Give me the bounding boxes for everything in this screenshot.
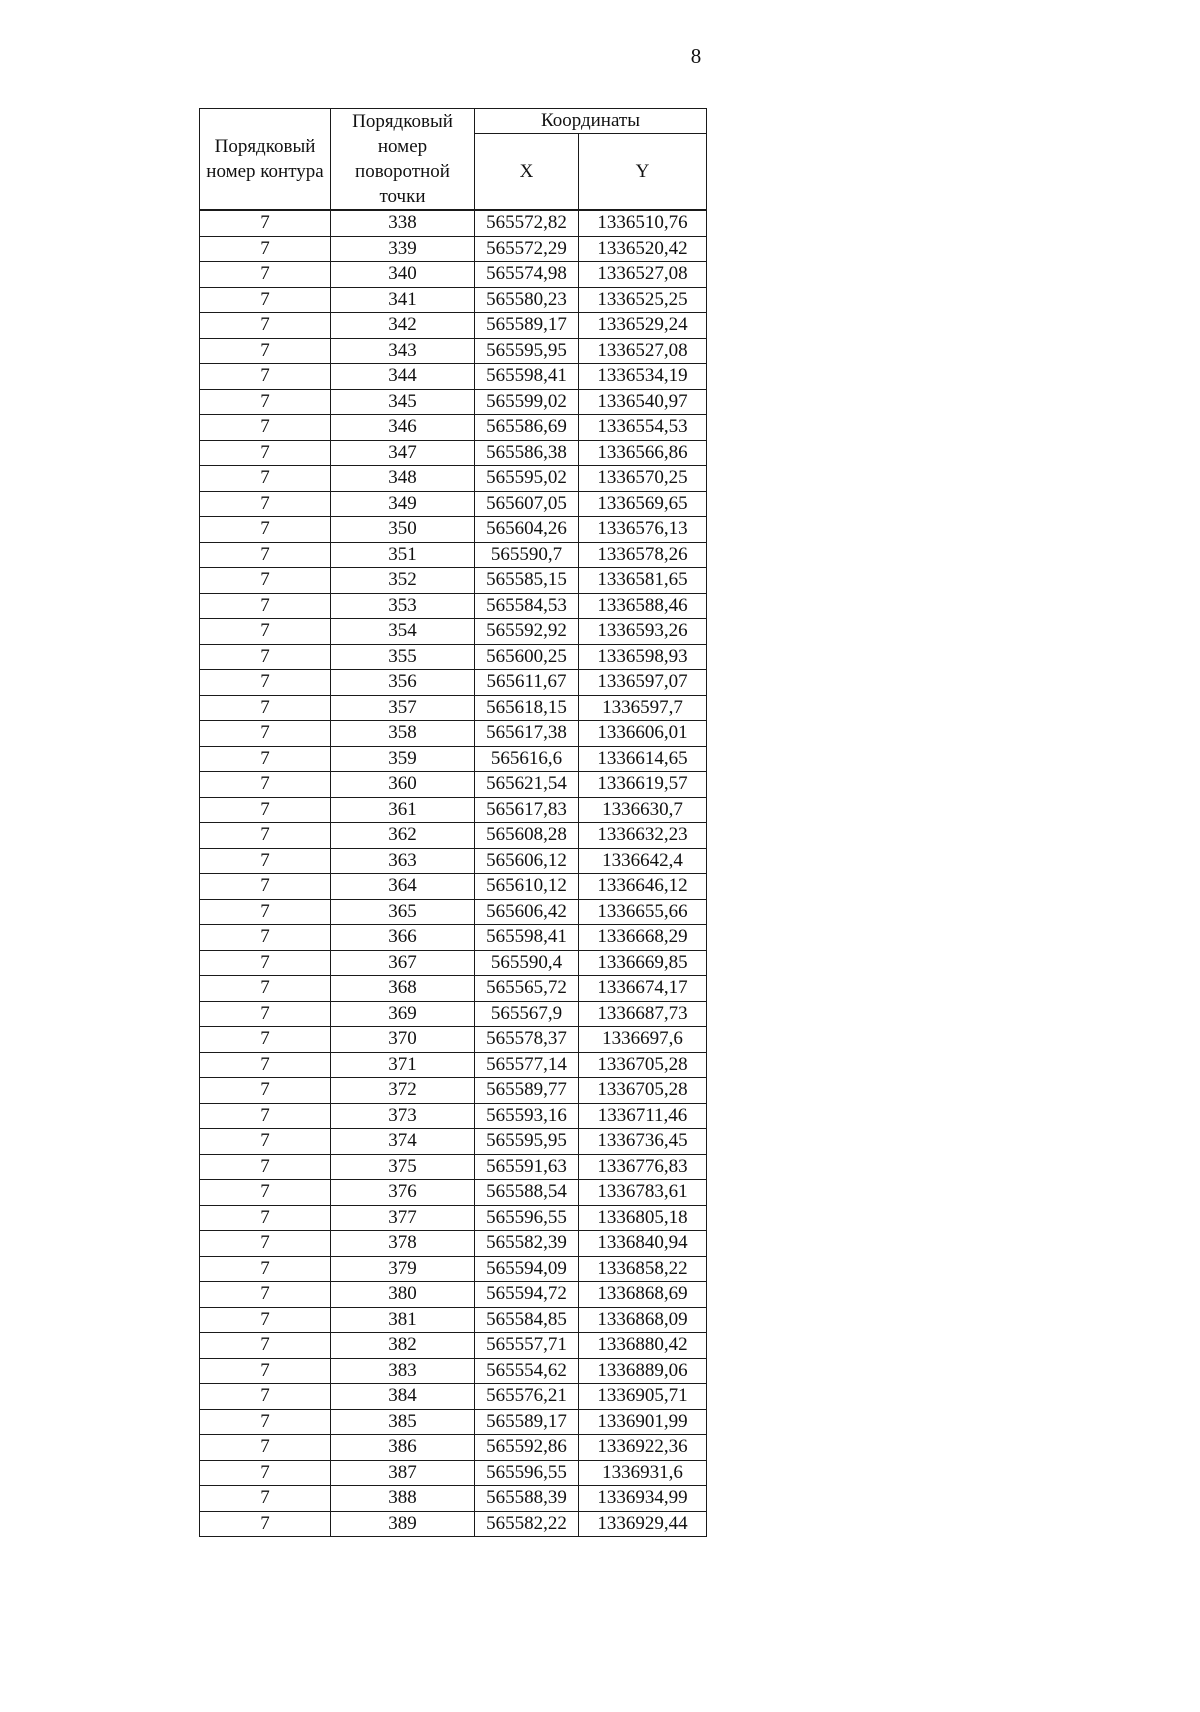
contour-number-cell: 7 [200,695,331,721]
y-coordinate-cell: 1336569,65 [579,491,707,517]
x-coordinate-cell: 565617,83 [475,797,579,823]
y-coordinate-cell: 1336805,18 [579,1205,707,1231]
point-number-cell: 381 [331,1307,475,1333]
contour-number-cell: 7 [200,1511,331,1537]
table-row [200,1103,707,1129]
x-coordinate-cell: 565572,82 [475,210,579,236]
point-number-cell: 358 [331,721,475,747]
contour-number-cell: 7 [200,1384,331,1410]
point-number-cell: 371 [331,1052,475,1078]
x-coordinate-cell: 565586,69 [475,415,579,441]
contour-number-cell: 7 [200,568,331,594]
x-coordinate-cell: 565577,14 [475,1052,579,1078]
y-coordinate-cell: 1336597,7 [579,695,707,721]
x-coordinate-cell: 565589,17 [475,1409,579,1435]
y-coordinate-cell: 1336668,29 [579,925,707,951]
point-number-cell: 369 [331,1001,475,1027]
x-coordinate-cell: 565565,72 [475,976,579,1002]
table-row [200,848,707,874]
y-coordinate-cell: 1336905,71 [579,1384,707,1410]
table-row [200,287,707,313]
y-coordinate-cell: 1336642,4 [579,848,707,874]
contour-number-cell: 7 [200,848,331,874]
x-coordinate-cell: 565576,21 [475,1384,579,1410]
contour-number-cell: 7 [200,593,331,619]
contour-number-cell: 7 [200,389,331,415]
table-row [200,746,707,772]
point-number-cell: 352 [331,568,475,594]
contour-number-cell: 7 [200,1205,331,1231]
x-coordinate-cell: 565592,86 [475,1435,579,1461]
x-coordinate-cell: 565598,41 [475,925,579,951]
contour-number-cell: 7 [200,262,331,288]
table-row [200,1307,707,1333]
point-number-cell: 383 [331,1358,475,1384]
point-number-cell: 356 [331,670,475,696]
point-number-cell: 365 [331,899,475,925]
contour-number-cell: 7 [200,874,331,900]
y-coordinate-cell: 1336566,86 [579,440,707,466]
table-row [200,1205,707,1231]
table-row [200,568,707,594]
point-number-cell: 373 [331,1103,475,1129]
contour-number-cell: 7 [200,1078,331,1104]
point-number-cell: 342 [331,313,475,339]
contour-number-cell: 7 [200,772,331,798]
x-coordinate-cell: 565596,55 [475,1205,579,1231]
contour-number-cell: 7 [200,1409,331,1435]
x-coordinate-cell: 565596,55 [475,1460,579,1486]
y-coordinate-cell: 1336858,22 [579,1256,707,1282]
point-number-cell: 377 [331,1205,475,1231]
y-coordinate-cell: 1336598,93 [579,644,707,670]
table-row [200,1231,707,1257]
contour-number-cell: 7 [200,746,331,772]
x-coordinate-cell: 565589,17 [475,313,579,339]
contour-number-cell: 7 [200,1129,331,1155]
point-number-cell: 372 [331,1078,475,1104]
x-coordinate-cell: 565584,85 [475,1307,579,1333]
point-number-cell: 354 [331,619,475,645]
x-coordinate-cell: 565611,67 [475,670,579,696]
contour-number-cell: 7 [200,338,331,364]
y-coordinate-cell: 1336697,6 [579,1027,707,1053]
point-number-cell: 387 [331,1460,475,1486]
x-coordinate-cell: 565591,63 [475,1154,579,1180]
point-number-cell: 382 [331,1333,475,1359]
page-number: 8 [690,44,702,68]
table-row [200,925,707,951]
table-row [200,1027,707,1053]
coordinates-table [199,108,707,1537]
point-number-cell: 366 [331,925,475,951]
point-number-cell: 346 [331,415,475,441]
contour-number-cell: 7 [200,236,331,262]
contour-number-cell: 7 [200,1103,331,1129]
x-coordinate-cell: 565580,23 [475,287,579,313]
y-coordinate-cell: 1336540,97 [579,389,707,415]
point-number-cell: 362 [331,823,475,849]
table-row [200,517,707,543]
table-row [200,976,707,1002]
table-row [200,1129,707,1155]
x-coordinate-cell: 565599,02 [475,389,579,415]
table-row [200,772,707,798]
contour-number-cell: 7 [200,1307,331,1333]
table-row [200,1358,707,1384]
contour-number-cell: 7 [200,210,331,236]
point-number-cell: 340 [331,262,475,288]
contour-number-cell: 7 [200,1001,331,1027]
x-coordinate-cell: 565593,16 [475,1103,579,1129]
y-coordinate-cell: 1336606,01 [579,721,707,747]
contour-number-cell: 7 [200,517,331,543]
point-number-cell: 374 [331,1129,475,1155]
contour-number-cell: 7 [200,823,331,849]
header-y: Y [579,134,707,211]
contour-number-cell: 7 [200,1358,331,1384]
contour-number-cell: 7 [200,1027,331,1053]
y-coordinate-cell: 1336674,17 [579,976,707,1002]
point-number-cell: 370 [331,1027,475,1053]
y-coordinate-cell: 1336554,53 [579,415,707,441]
contour-number-cell: 7 [200,466,331,492]
y-coordinate-cell: 1336840,94 [579,1231,707,1257]
table-row [200,1333,707,1359]
table-row [200,338,707,364]
y-coordinate-cell: 1336619,57 [579,772,707,798]
table-row [200,542,707,568]
table-row [200,721,707,747]
y-coordinate-cell: 1336614,65 [579,746,707,772]
x-coordinate-cell: 565590,4 [475,950,579,976]
table-row [200,1180,707,1206]
table-row [200,1486,707,1512]
contour-number-cell: 7 [200,899,331,925]
contour-number-cell: 7 [200,1231,331,1257]
y-coordinate-cell: 1336889,06 [579,1358,707,1384]
header-contour-number: Порядковый номер контура [200,109,331,211]
contour-number-cell: 7 [200,1154,331,1180]
y-coordinate-cell: 1336570,25 [579,466,707,492]
contour-number-cell: 7 [200,1180,331,1206]
table-row [200,389,707,415]
contour-number-cell: 7 [200,542,331,568]
y-coordinate-cell: 1336520,42 [579,236,707,262]
y-coordinate-cell: 1336880,42 [579,1333,707,1359]
table-row [200,1511,707,1537]
point-number-cell: 389 [331,1511,475,1537]
y-coordinate-cell: 1336711,46 [579,1103,707,1129]
y-coordinate-cell: 1336527,08 [579,338,707,364]
x-coordinate-cell: 565557,71 [475,1333,579,1359]
y-coordinate-cell: 1336597,07 [579,670,707,696]
table-row [200,593,707,619]
table-row [200,364,707,390]
x-coordinate-cell: 565589,77 [475,1078,579,1104]
point-number-cell: 360 [331,772,475,798]
y-coordinate-cell: 1336922,36 [579,1435,707,1461]
y-coordinate-cell: 1336630,7 [579,797,707,823]
point-number-cell: 388 [331,1486,475,1512]
table-header [200,109,707,211]
x-coordinate-cell: 565588,54 [475,1180,579,1206]
table-row [200,1256,707,1282]
point-number-cell: 341 [331,287,475,313]
y-coordinate-cell: 1336632,23 [579,823,707,849]
table-row [200,1435,707,1461]
table-row [200,695,707,721]
contour-number-cell: 7 [200,644,331,670]
y-coordinate-cell: 1336934,99 [579,1486,707,1512]
y-coordinate-cell: 1336705,28 [579,1052,707,1078]
x-coordinate-cell: 565616,6 [475,746,579,772]
contour-number-cell: 7 [200,670,331,696]
contour-number-cell: 7 [200,1282,331,1308]
contour-number-cell: 7 [200,415,331,441]
point-number-cell: 351 [331,542,475,568]
y-coordinate-cell: 1336669,85 [579,950,707,976]
table-row [200,313,707,339]
contour-number-cell: 7 [200,1052,331,1078]
y-coordinate-cell: 1336588,46 [579,593,707,619]
x-coordinate-cell: 565610,12 [475,874,579,900]
contour-number-cell: 7 [200,491,331,517]
y-coordinate-cell: 1336783,61 [579,1180,707,1206]
point-number-cell: 348 [331,466,475,492]
contour-number-cell: 7 [200,1460,331,1486]
header-point-number: Порядковый номер поворотной точки [331,109,475,211]
table-row [200,797,707,823]
y-coordinate-cell: 1336901,99 [579,1409,707,1435]
table-row [200,440,707,466]
contour-number-cell: 7 [200,976,331,1002]
y-coordinate-cell: 1336931,6 [579,1460,707,1486]
table-row [200,1052,707,1078]
point-number-cell: 345 [331,389,475,415]
table-body [200,210,707,1537]
x-coordinate-cell: 565585,15 [475,568,579,594]
table-row [200,1001,707,1027]
x-coordinate-cell: 565598,41 [475,364,579,390]
x-coordinate-cell: 565595,95 [475,1129,579,1155]
y-coordinate-cell: 1336578,26 [579,542,707,568]
header-coordinates: Координаты [475,109,707,134]
table-row [200,1384,707,1410]
y-coordinate-cell: 1336736,45 [579,1129,707,1155]
y-coordinate-cell: 1336776,83 [579,1154,707,1180]
point-number-cell: 361 [331,797,475,823]
contour-number-cell: 7 [200,1256,331,1282]
point-number-cell: 338 [331,210,475,236]
point-number-cell: 386 [331,1435,475,1461]
x-coordinate-cell: 565607,05 [475,491,579,517]
x-coordinate-cell: 565600,25 [475,644,579,670]
table-row [200,415,707,441]
x-coordinate-cell: 565617,38 [475,721,579,747]
y-coordinate-cell: 1336705,28 [579,1078,707,1104]
contour-number-cell: 7 [200,1435,331,1461]
point-number-cell: 379 [331,1256,475,1282]
table-row [200,619,707,645]
contour-number-cell: 7 [200,313,331,339]
contour-number-cell: 7 [200,619,331,645]
x-coordinate-cell: 565578,37 [475,1027,579,1053]
y-coordinate-cell: 1336534,19 [579,364,707,390]
point-number-cell: 359 [331,746,475,772]
table-row [200,950,707,976]
point-number-cell: 344 [331,364,475,390]
point-number-cell: 364 [331,874,475,900]
point-number-cell: 368 [331,976,475,1002]
table-row [200,466,707,492]
x-coordinate-cell: 565606,12 [475,848,579,874]
point-number-cell: 385 [331,1409,475,1435]
table-row [200,491,707,517]
point-number-cell: 350 [331,517,475,543]
point-number-cell: 353 [331,593,475,619]
point-number-cell: 357 [331,695,475,721]
point-number-cell: 384 [331,1384,475,1410]
x-coordinate-cell: 565582,39 [475,1231,579,1257]
table-row [200,644,707,670]
table-row [200,874,707,900]
table-row [200,1460,707,1486]
x-coordinate-cell: 565618,15 [475,695,579,721]
y-coordinate-cell: 1336581,65 [579,568,707,594]
x-coordinate-cell: 565621,54 [475,772,579,798]
table-row [200,210,707,236]
x-coordinate-cell: 565586,38 [475,440,579,466]
y-coordinate-cell: 1336646,12 [579,874,707,900]
point-number-cell: 380 [331,1282,475,1308]
point-number-cell: 349 [331,491,475,517]
y-coordinate-cell: 1336655,66 [579,899,707,925]
contour-number-cell: 7 [200,950,331,976]
x-coordinate-cell: 565554,62 [475,1358,579,1384]
x-coordinate-cell: 565595,02 [475,466,579,492]
point-number-cell: 367 [331,950,475,976]
table-row [200,899,707,925]
y-coordinate-cell: 1336593,26 [579,619,707,645]
contour-number-cell: 7 [200,364,331,390]
y-coordinate-cell: 1336529,24 [579,313,707,339]
table-row [200,262,707,288]
x-coordinate-cell: 565608,28 [475,823,579,849]
y-coordinate-cell: 1336525,25 [579,287,707,313]
x-coordinate-cell: 565574,98 [475,262,579,288]
table-row [200,1154,707,1180]
point-number-cell: 375 [331,1154,475,1180]
contour-number-cell: 7 [200,925,331,951]
x-coordinate-cell: 565567,9 [475,1001,579,1027]
y-coordinate-cell: 1336576,13 [579,517,707,543]
point-number-cell: 339 [331,236,475,262]
contour-number-cell: 7 [200,721,331,747]
contour-number-cell: 7 [200,797,331,823]
x-coordinate-cell: 565582,22 [475,1511,579,1537]
y-coordinate-cell: 1336929,44 [579,1511,707,1537]
point-number-cell: 378 [331,1231,475,1257]
header-x: X [475,134,579,211]
x-coordinate-cell: 565606,42 [475,899,579,925]
x-coordinate-cell: 565595,95 [475,338,579,364]
table-row [200,823,707,849]
contour-number-cell: 7 [200,1333,331,1359]
table-row [200,670,707,696]
x-coordinate-cell: 565594,09 [475,1256,579,1282]
table-row [200,1409,707,1435]
point-number-cell: 347 [331,440,475,466]
x-coordinate-cell: 565592,92 [475,619,579,645]
y-coordinate-cell: 1336510,76 [579,210,707,236]
point-number-cell: 376 [331,1180,475,1206]
point-number-cell: 363 [331,848,475,874]
x-coordinate-cell: 565604,26 [475,517,579,543]
x-coordinate-cell: 565590,7 [475,542,579,568]
contour-number-cell: 7 [200,440,331,466]
y-coordinate-cell: 1336868,09 [579,1307,707,1333]
y-coordinate-cell: 1336527,08 [579,262,707,288]
contour-number-cell: 7 [200,1486,331,1512]
x-coordinate-cell: 565584,53 [475,593,579,619]
contour-number-cell: 7 [200,287,331,313]
x-coordinate-cell: 565572,29 [475,236,579,262]
point-number-cell: 343 [331,338,475,364]
x-coordinate-cell: 565588,39 [475,1486,579,1512]
y-coordinate-cell: 1336687,73 [579,1001,707,1027]
table-row [200,1078,707,1104]
point-number-cell: 355 [331,644,475,670]
table-row [200,236,707,262]
x-coordinate-cell: 565594,72 [475,1282,579,1308]
table-row [200,1282,707,1308]
y-coordinate-cell: 1336868,69 [579,1282,707,1308]
